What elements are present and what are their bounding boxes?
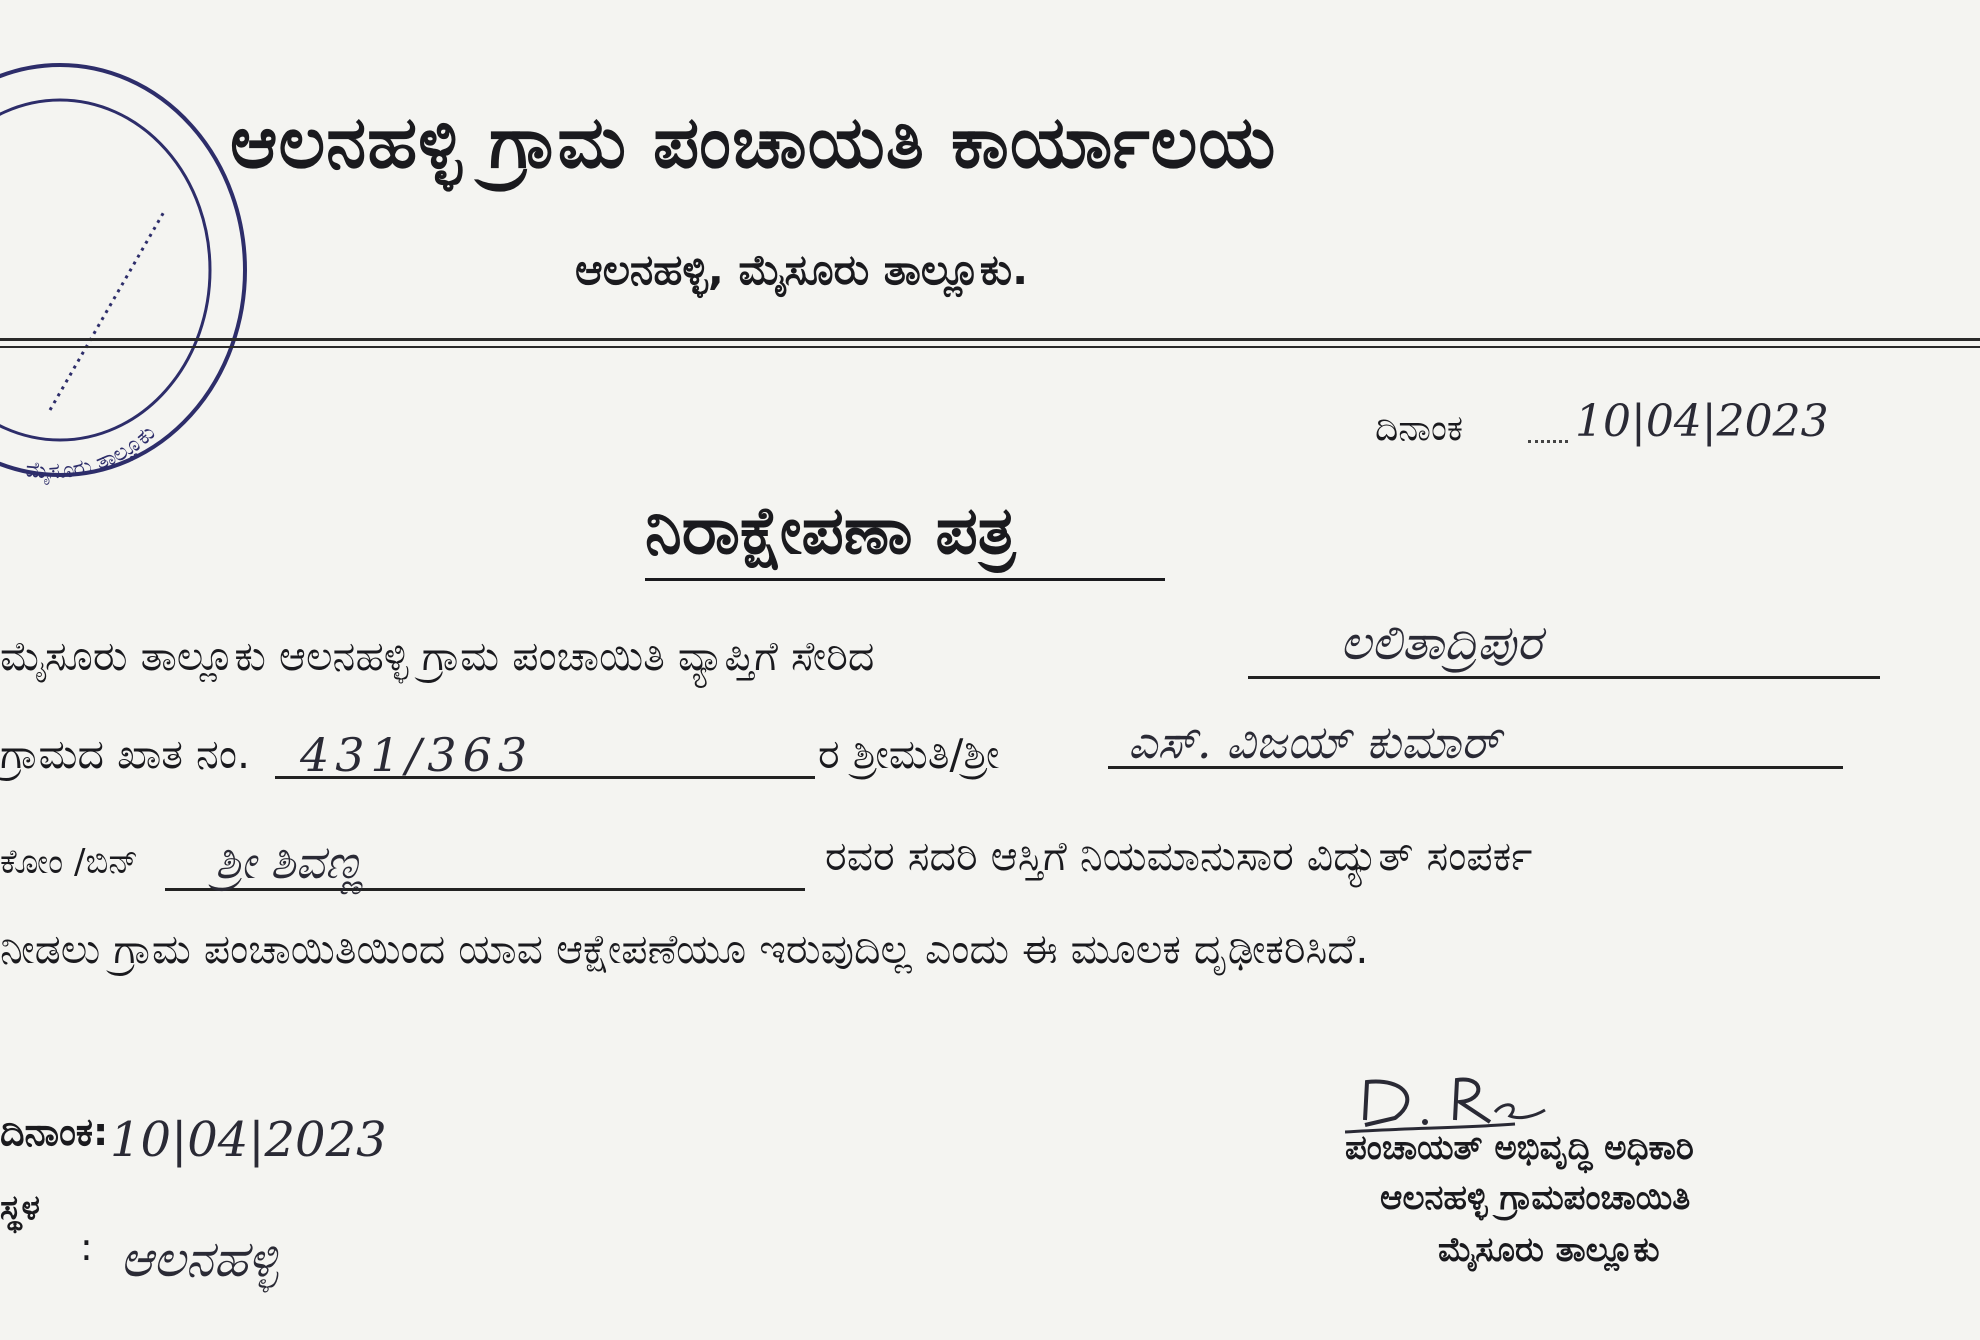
village-fill: ಲಲಿತಾದ್ರಿಪುರ — [1340, 615, 1542, 671]
signature-designation: ಪಂಚಾಯತ್ ಅಭಿವೃದ್ಧಿ ಅಧಿಕಾರಿ — [1345, 1128, 1694, 1168]
owner-label: ರ ಶ್ರೀಮತಿ/ಶ್ರೀ — [818, 730, 1000, 778]
body-line-4: ನೀಡಲು ಗ್ರಾಮ ಪಂಚಾಯಿತಿಯಿಂದ ಯಾವ ಆಕ್ಷೇಪಣೆಯೂ ಇರುವುದಿಲ್ಲ ಎಂದು ಈ ಮೂಲಕ ದೃಢೀಕರಿಸಿದೆ. — [0, 925, 1369, 973]
signature-taluk: ಮೈಸೂರು ತಾಲ್ಲೂಕು — [1438, 1230, 1660, 1270]
place-colon: : — [80, 1225, 93, 1269]
signature-office: ಆಲನಹಳ್ಳಿ ಗ್ರಾಮಪಂಚಾಯಿತಿ — [1380, 1178, 1691, 1218]
heading-underline — [645, 578, 1165, 581]
owner-name-fill: ಎಸ್. ವಿಜಯ್ ಕುಮಾರ್ — [1128, 715, 1501, 769]
date-label: ದಿನಾಂಕ — [1375, 408, 1464, 449]
relation-label: ಕೋಂ /ಬಿನ್ — [0, 842, 139, 882]
father-name-fill: ಶ್ರೀ ಶಿವಣ್ಣ — [215, 835, 364, 889]
date-value: 10|04|2023 — [1575, 396, 1829, 447]
header-rule-bottom — [0, 346, 1980, 348]
body-line-3: ರವರ ಸದರಿ ಆಸ್ತಿಗೆ ನಿಯಮಾನುಸಾರ ವಿದ್ಯುತ್ ಸಂಪರ್ಕ — [825, 832, 1533, 880]
date-dotted-line — [1528, 440, 1568, 443]
office-address: ಆಲನಹಳ್ಳಿ, ಮೈಸೂರು ತಾಲ್ಲೂಕು. — [575, 245, 1029, 294]
place-label: ಸ್ಥಳ — [0, 1188, 40, 1228]
khata-number-fill: 431/363 — [300, 728, 534, 782]
village-blank — [1248, 676, 1880, 679]
bottom-date-label: ದಿನಾಂಕ: — [0, 1110, 109, 1154]
header-rule-top — [0, 338, 1980, 341]
body-line-1: ಮೈಸೂರು ತಾಲ್ಲೂಕು ಆಲನಹಳ್ಳಿ ಗ್ರಾಮ ಪಂಚಾಯಿತಿ ವ್ಯಾಪ್ತಿಗೆ ಸೇರಿದ — [0, 632, 875, 680]
office-title: ಆಲನಹಳ್ಳಿ ಗ್ರಾಮ ಪಂಚಾಯತಿ ಕಾರ್ಯಾಲಯ — [230, 100, 1277, 184]
khata-label: ಗ್ರಾಮದ ಖಾತ ನಂ. — [0, 730, 251, 778]
bottom-date-value: 10|04|2023 — [110, 1112, 387, 1168]
place-value: ಆಲನಹಳ್ಳಿ — [120, 1230, 279, 1288]
certificate-heading: ನಿರಾಕ್ಷೇಪಣಾ ಪತ್ರ — [645, 492, 1016, 569]
stamp-text: ಮೈಸೂರು ತಾಲ್ಲೂಕು — [24, 420, 161, 485]
